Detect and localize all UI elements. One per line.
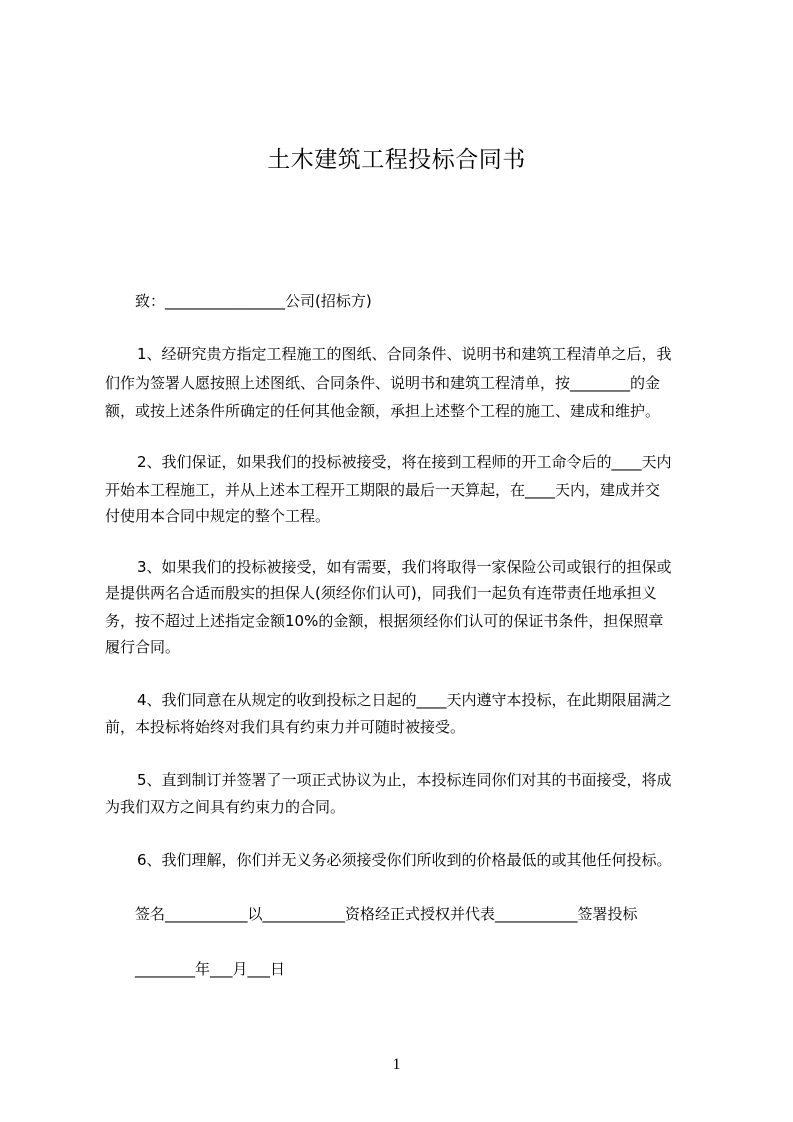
clause-1-line-2: 们作为签署人愿按照上述图纸、合同条件、说明书和建筑工程清单，按________的金 (105, 374, 661, 392)
clause-4-line-2: 前，本投标将始终对我们具有约束力并可随时被接受。 (105, 718, 466, 736)
clause-5-line-1: 5、直到制订并签署了一项正式协议为止，本投标连同你们对其的书面接受，将成 (137, 771, 672, 789)
clause-1-line-1: 1、经研究贵方指定工程施工的图纸、合同条件、说明书和建筑工程清单之后，我 (137, 345, 672, 363)
clause-3-line-2: 是提供两名合适而殷实的担保人(须经你们认可)，同我们一起负有连带责任地承担义 (105, 584, 657, 602)
clause-2-line-3: 付使用本合同中规定的整个工程。 (105, 507, 331, 525)
clause-6-line-1: 6、我们理解，你们并无义务必须接受你们所收到的价格最低的或其他任何投标。 (137, 851, 672, 869)
clause-2-line-2: 开始本工程施工，并从上述本工程开工期限的最后一天算起，在____天内，建成并交 (105, 481, 661, 499)
clause-3-line-1: 3、如果我们的投标被接受，如有需要，我们将取得一家保险公司或银行的担保或 (137, 558, 672, 576)
clause-4-line-1: 4、我们同意在从规定的收到投标之日起的____天内遵守本投标，在此期限届满之 (137, 691, 672, 709)
signature-line: 签名___________以___________资格经正式授权并代表___________签署投标 (135, 905, 638, 923)
clause-1-line-3: 额，或按上述条件所确定的任何其他金额，承担上述整个工程的施工、建成和维护。 (105, 402, 661, 420)
page-number: 1 (392, 1056, 401, 1073)
clause-2-line-1: 2、我们保证，如果我们的投标被接受，将在接到工程师的开工命令后的____天内 (137, 453, 672, 471)
clause-3-line-4: 履行合同。 (105, 638, 181, 656)
clause-3-line-3: 务，按不超过上述指定金额10%的金额，根据须经你们认可的保证书条件，担保照章 (105, 612, 664, 630)
date-line: ________年___月___日 (135, 960, 286, 978)
document-title: 土木建筑工程投标合同书 (267, 147, 526, 173)
clause-5-line-2: 为我们双方之间具有约束力的合同。 (105, 798, 346, 816)
salutation: 致：________________公司(招标方) (135, 292, 372, 310)
